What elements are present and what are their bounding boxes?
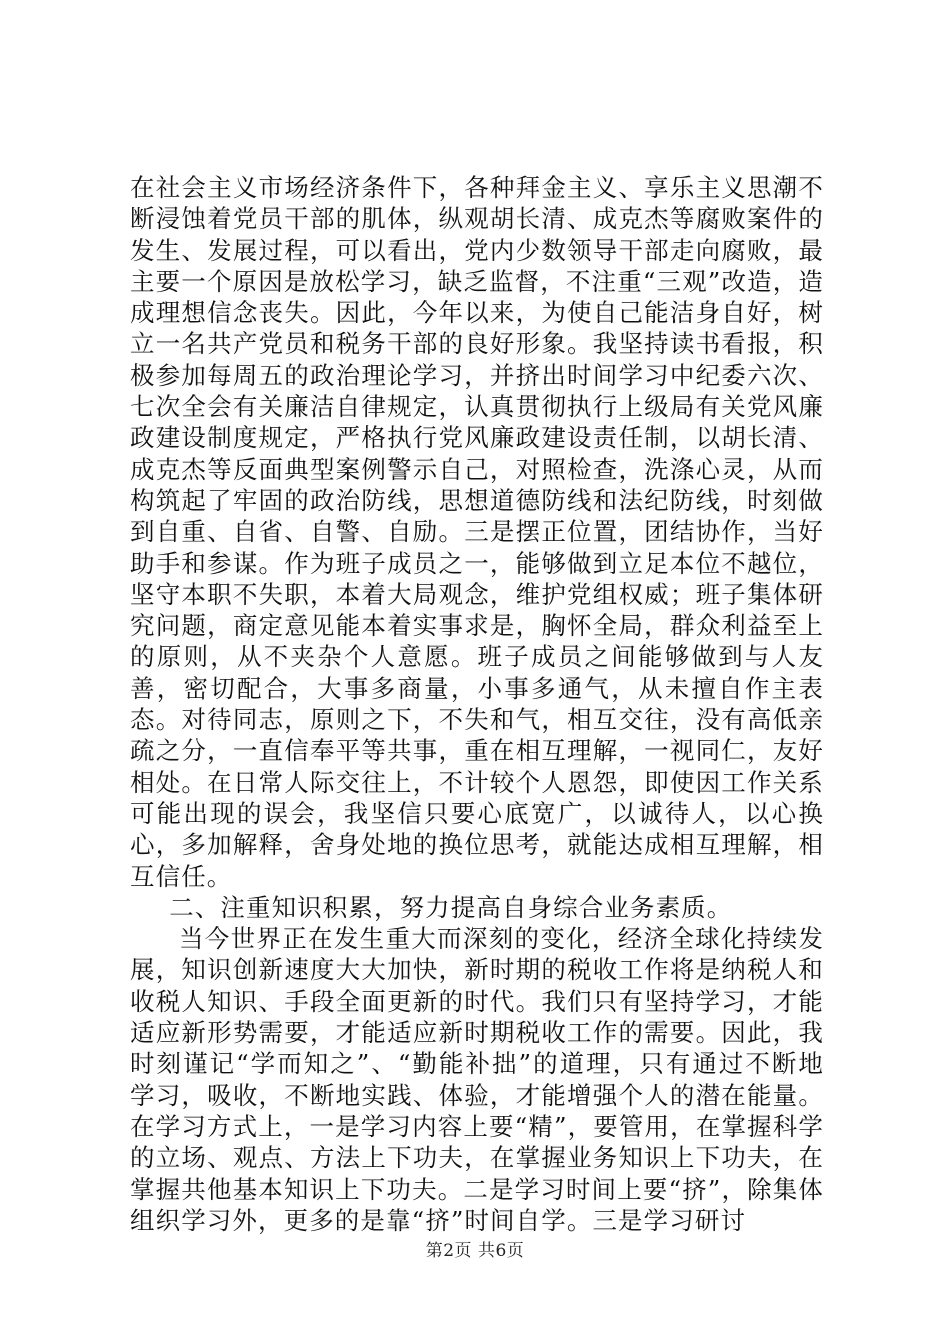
paragraph-1: 在社会主义市场经济条件下，各种拜金主义、享乐主义思潮不断浸蚀着党员干部的肌体，纵观胡长清、成克杰等腐败案件的发生、发展过程，可以看出，党内少数领导干部走向腐败，最主要一个原因是放松学习，缺乏监督，不注重“三观”改造，造成理想信念丧失。因此，今年以来，为使自己能洁身自好，树立一名共产党员和税务干部的良好形象。我坚持读书看报，积极参加每周五的政治理论学习，并挤出时间学习中纪委六次、七次全会有关廉洁自律规定，认真贯彻执行上级局有关党风廉政建设制度规定，严格执行党风廉政建设责任制，以胡长清、成克杰等反面典型案例警示自己，对照检查，洗涤心灵，从而构筑起了牢固的政治防线，思想道德防线和法纪防线，时刻做到自重、自省、自警、自励。三是摆正位置，团结协作，当好助手和参谋。作为班子成员之一，能够做到立足本位不越位，坚守本职不失职，本着大局观念，维护党组权威；班子集体研究问题，商定意见能本着实事求是，胸怀全局，群众利益至上的原则，从不夹杂个人意愿。班子成员之间能够做到与人友善，密切配合，大事多商量，小事多通气，从未擅自作主表态。对待同志，原则之下，不失和气，相互交往，没有高低亲疏之分，一直信奉平等共事，重在相互理解，一视同仁，友好相处。在日常人际交往上，不计较个人恩怨，即使因工作关系可能出现的误会，我坚信只要心底宽广，以诚待人，以心换心，多加解释，舍身处地的换位思考，就能达成相互理解，相互信任。 bbox=[130, 173, 824, 891]
paragraph-2: 当今世界正在发生重大而深刻的变化，经济全球化持续发展，知识创新速度大大加快，新时期的税收工作将是纳税人和收税人知识、手段全面更新的时代。我们只有坚持学习，才能适应新形势需要，才能适应新时期税收工作的需要。因此，我时刻谨记“学而知之”、“勤能补拙”的道理，只有通过不断地学习，吸收，不断地实践、体验，才能增强个人的潜在能量。在学习方式上，一是学习内容上要“精”，要管用，在掌握科学的立场、观点、方法上下功夫，在掌握业务知识上下功夫，在掌握共他基本知识上下功夫。二是学习时间上要“挤”，除集体组织学习外，更多的是靠“挤”时间自学。三是学习研讨 bbox=[130, 924, 824, 1235]
document-body bbox=[130, 172, 824, 1236]
section-heading: 二、注重知识积累，努力提高自身综合业务素质。 bbox=[169, 892, 733, 922]
page-footer: 第2页 共6页 bbox=[425, 1241, 525, 1261]
